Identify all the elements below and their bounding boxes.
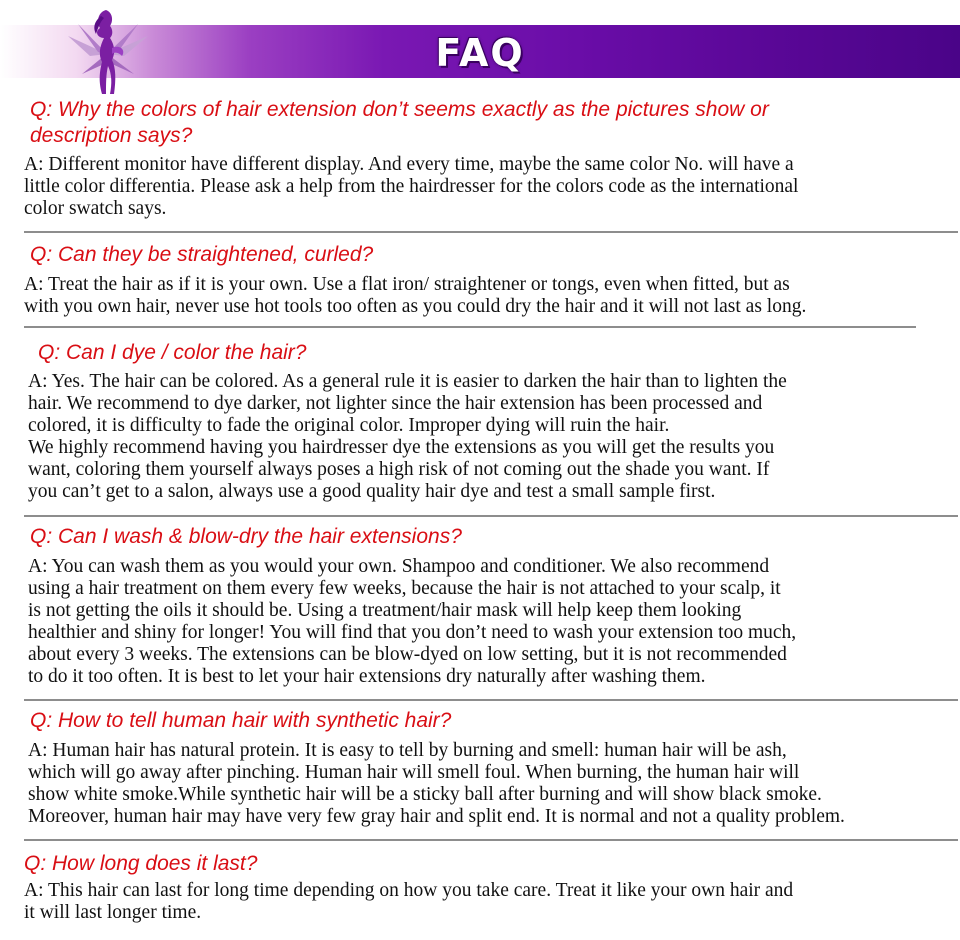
faq-answer: colored, it is difficulty to fade the original color. Improper dying will ruin the hair. xyxy=(28,415,670,436)
faq-question: Q: How long does it last? xyxy=(24,852,258,875)
faq-answer: A: This hair can last for long time depending on how you take care. Treat it like your own hair and xyxy=(24,880,794,901)
faq-answer: A: Human hair has natural protein. It is easy to tell by burning and smell: human hair will be ash, xyxy=(28,740,787,761)
faq-question: Q: Why the colors of hair extension don’t seems exactly as the pictures show or xyxy=(30,98,769,121)
faq-question: Q: Can they be straightened, curled? xyxy=(30,243,374,266)
faq-answer: it will last longer time. xyxy=(24,902,202,923)
faq-answer: color swatch says. xyxy=(24,198,167,219)
faq-divider xyxy=(24,231,958,233)
faq-question: description says? xyxy=(30,124,193,147)
faq-answer: using a hair treatment on them every few weeks, because the hair is not attached to your scalp, it xyxy=(28,578,781,599)
faq-question: Q: Can I wash & blow-dry the hair extensions? xyxy=(30,525,462,548)
faq-divider xyxy=(24,326,916,328)
faq-divider xyxy=(24,839,958,841)
faq-answer: want, coloring them yourself always poses a high risk of not coming out the shade you want. If xyxy=(28,459,770,480)
faq-divider xyxy=(24,515,958,517)
faq-answer: We highly recommend having you hairdresser dye the extensions as you will get the results you xyxy=(28,437,775,458)
faq-answer: hair. We recommend to dye darker, not lighter since the hair extension has been processed and xyxy=(28,393,763,414)
faq-answer: A: Treat the hair as if it is your own. Use a flat iron/ straightener or tongs, even when fitted, but as xyxy=(24,274,790,295)
faq-answer: with you own hair, never use hot tools too often as you could dry the hair and it will not last as long. xyxy=(24,296,807,317)
faq-answer: A: Different monitor have different display. And every time, maybe the same color No. will have a xyxy=(24,154,794,175)
page-title: FAQ xyxy=(435,31,525,75)
faq-answer: Moreover, human hair may have very few gray hair and split end. It is normal and not a quality problem. xyxy=(28,806,845,827)
faq-question: Q: How to tell human hair with synthetic hair? xyxy=(30,709,452,732)
faq-answer: A: Yes. The hair can be colored. As a general rule it is easier to darken the hair than to lighten the xyxy=(28,371,787,392)
faq-answer: show white smoke.While synthetic hair will be a sticky ball after burning and will show black smoke. xyxy=(28,784,822,805)
faq-answer: which will go away after pinching. Human hair will smell foul. When burning, the human hair will xyxy=(28,762,800,783)
faq-answer: about every 3 weeks. The extensions can be blow-dyed on low setting, but it is not recommended xyxy=(28,644,787,665)
faq-answer: you can’t get to a salon, always use a good quality hair dye and test a small sample first. xyxy=(28,481,716,502)
faq-answer: little color differentia. Please ask a help from the hairdresser for the colors code as the international xyxy=(24,176,799,197)
faq-answer: A: You can wash them as you would your own. Shampoo and conditioner. We also recommend xyxy=(28,556,770,577)
faq-question: Q: Can I dye / color the hair? xyxy=(38,341,307,364)
faq-answer: to do it too often. It is best to let your hair extensions dry naturally after washing them. xyxy=(28,666,706,687)
faq-answer: is not getting the oils it should be. Using a treatment/hair mask will help keep them looking xyxy=(28,600,742,621)
faq-divider xyxy=(24,699,958,701)
faq-answer: healthier and shiny for longer! You will find that you don’t need to wash your extension too much, xyxy=(28,622,797,643)
